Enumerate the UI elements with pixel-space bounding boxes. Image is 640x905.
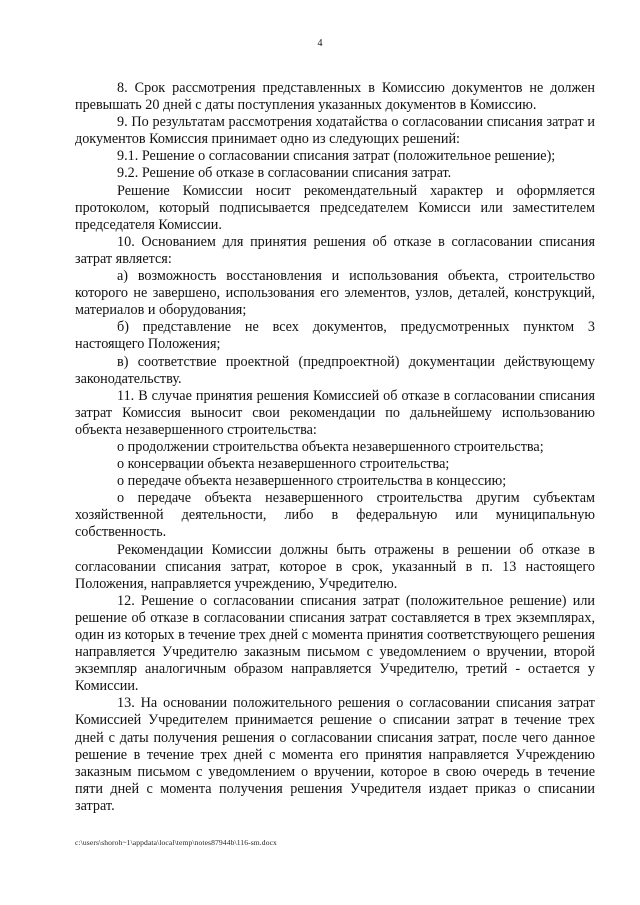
page-number: 4: [317, 38, 323, 49]
paragraph-12: 12. Решение о согласовании списания затрат (положительное решение) или решение об отказе в согласовании списания затрат составляется в трех экземплярах, один из которых в течение трех дней с момента принятия соответствующего решения направляется Учредителю заказным письмом с уведомлением о вручении, второй экземпляр аналогичным образом направляется Учредителю, третий - остается у Комиссии.: [75, 592, 595, 695]
footer-file-path: c:\users\shoroh~1\appdata\local\temp\notes87944b\116-sm.docx: [75, 838, 277, 847]
paragraph-8: 8. Срок рассмотрения представленных в Комиссию документов не должен превышать 20 дней с даты поступления указанных документов в Комиссию.: [75, 80, 595, 114]
paragraph-10-a: а) возможность восстановления и использования объекта, строительство которого не завершено, использования его элементов, узлов, деталей, конструкций, материалов и оборудования;: [75, 268, 595, 319]
paragraph-commission-decision: Решение Комиссии носит рекомендательный характер и оформляется протоколом, который подписывается председателем Комисси или заместителем председателя Комиссии.: [75, 182, 595, 233]
paragraph-11-item-1: о продолжении строительства объекта незавершенного строительства;: [117, 438, 544, 455]
paragraph-9-2: 9.2. Решение об отказе в согласовании списания затрат.: [117, 165, 452, 182]
paragraph-10: 10. Основанием для принятия решения об отказе в согласовании списания затрат является:: [75, 233, 595, 267]
paragraph-11-item-4: о передаче объекта незавершенного строительства другим субъектам хозяйственной деятельности, либо в федеральную или муниципальную собственность.: [75, 490, 595, 541]
paragraph-10-v: в) соответствие проектной (предпроектной) документации действующему законодательству.: [75, 353, 595, 387]
paragraph-11: 11. В случае принятия решения Комиссией об отказе в согласовании списания затрат Комиссия выносит свои рекомендации по дальнейшему использованию объекта незавершенного строительства:: [75, 387, 595, 438]
paragraph-recommendations: Рекомендации Комиссии должны быть отражены в решении об отказе в согласовании списания затрат, которое в срок, указанный в п. 13 настоящего Положения, направляется учреждению, Учредителю.: [75, 541, 595, 592]
paragraph-11-item-3: о передаче объекта незавершенного строительства в концессию;: [117, 473, 507, 490]
document-body: [75, 80, 595, 815]
paragraph-11-item-2: о консервации объекта незавершенного строительства;: [117, 456, 450, 473]
paragraph-9: 9. По результатам рассмотрения ходатайства о согласовании списания затрат и документов Комиссия принимает одно из следующих решений:: [75, 114, 595, 148]
paragraph-13: 13. На основании положительного решения о согласовании списания затрат Комиссией Учредителем принимается решение о списании затрат в течение трех дней с даты получения решения о согласовании списания затрат, после чего данное решение в течение трех дней с момента его принятия направляется Учреждению заказным письмом с уведомлением о вручении, которое в свою очередь в течение пяти дней с момента получения решения Учредителя издает приказ о списании затрат.: [75, 695, 595, 814]
paragraph-9-1: 9.1. Решение о согласовании списания затрат (положительное решение);: [117, 148, 556, 165]
paragraph-10-b: б) представление не всех документов, предусмотренных пунктом 3 настоящего Положения;: [75, 319, 595, 353]
